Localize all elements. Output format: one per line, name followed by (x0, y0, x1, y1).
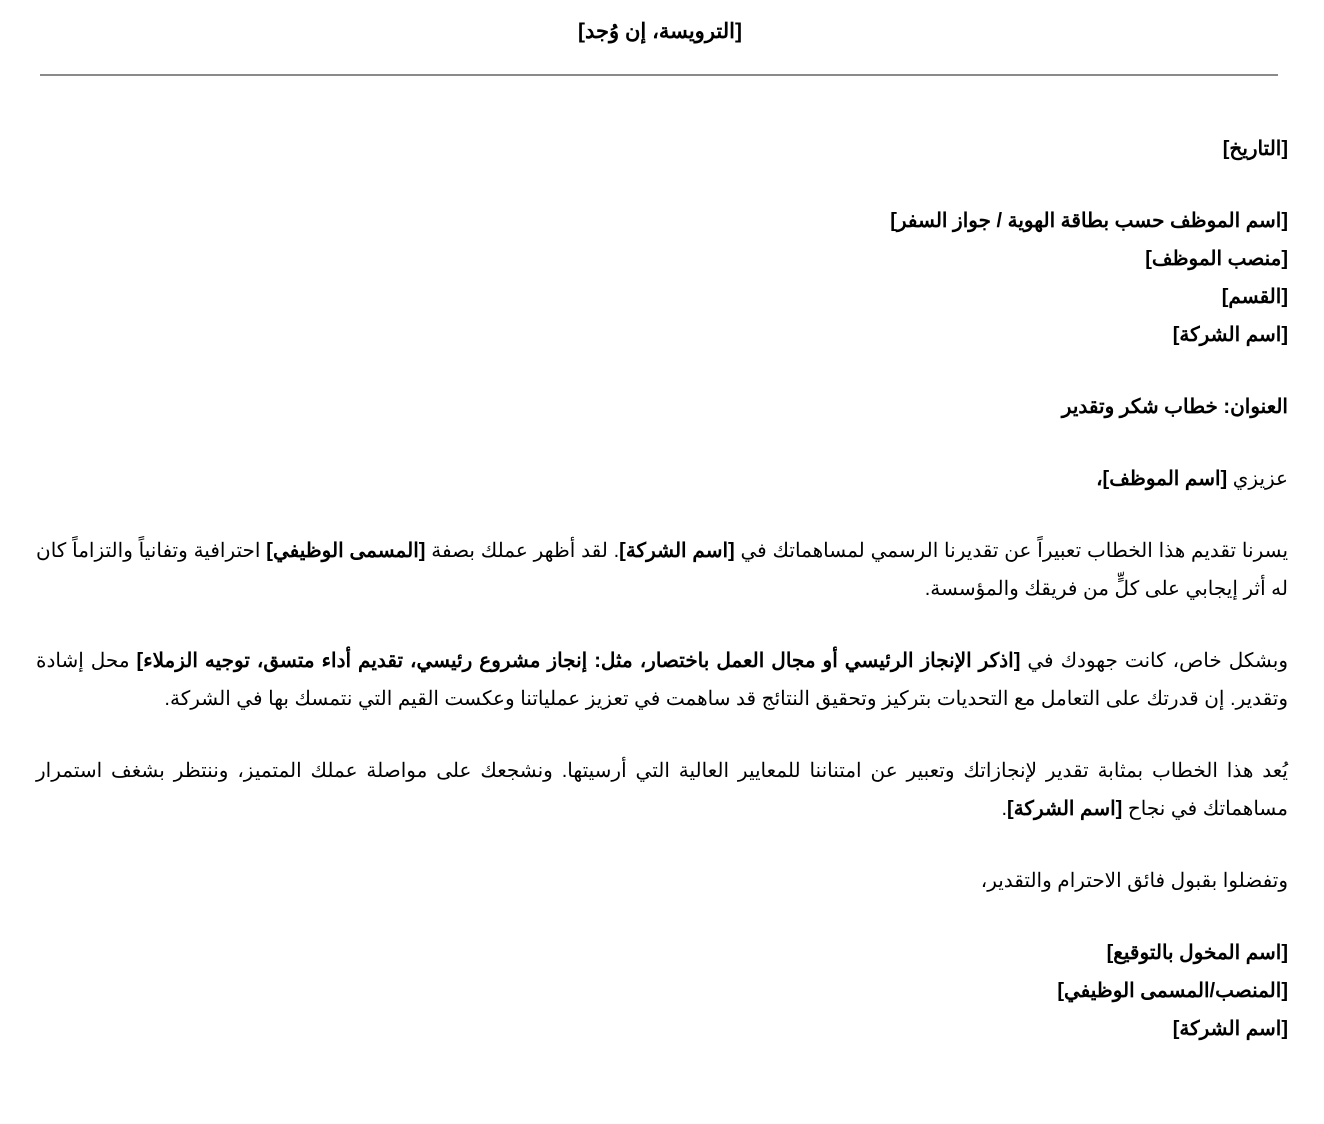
signatory-company: [اسم الشركة] (1172, 1018, 1288, 1040)
paragraph-appreciation (36, 532, 1288, 608)
p2-text-1: وبشكل خاص، كانت جهودك في (1027, 650, 1288, 672)
p1-text-2: . لقد أظهر عملك بصفة (431, 540, 620, 562)
p2-text-2: محل إشادة وتقدير. إن قدرتك على التعامل مع التحديات بتركيز وتحقيق النتائج قد ساهمت في تعزيز عملياتنا وعكست القيم التي نتمسك بها في الشركة. (36, 650, 1288, 710)
p3-company-placeholder: [اسم الشركة] (1007, 798, 1123, 820)
letterhead: [الترويسة، إن وُجد] (578, 20, 742, 43)
signatory-name: [اسم المخول بالتوقيع] (1106, 942, 1288, 964)
signatory-title: [المنصب/المسمى الوظيفي] (1057, 980, 1288, 1002)
p1-company-placeholder: [اسم الشركة] (619, 540, 735, 562)
recipient-block (36, 202, 1288, 354)
recipient-department: [القسم] (1221, 286, 1288, 308)
p2-achievement-placeholder: [اذكر الإنجاز الرئيسي أو مجال العمل باختصار، مثل: إنجاز مشروع رئيسي، تقديم أداء متسق، توجيه الزملاء] (136, 650, 1021, 672)
letter-body (36, 130, 1288, 1048)
salutation (36, 460, 1288, 498)
recipient-position: [منصب الموظف] (1145, 248, 1288, 270)
paragraph-encouragement (36, 752, 1288, 828)
salutation-prefix: عزيزي (1232, 468, 1288, 490)
p3-text-2: . (1001, 798, 1008, 820)
recipient-name: [اسم الموظف حسب بطاقة الهوية / جواز السفر] (890, 210, 1288, 232)
recipient-company: [اسم الشركة] (1172, 324, 1288, 346)
salutation-name: [اسم الموظف]، (1096, 468, 1228, 490)
letter-subject: العنوان: خطاب شكر وتقدير (1061, 396, 1288, 418)
p1-text-3: احترافية وتفانياً والتزاماً كان له أثر إيجابي على كلٍّ من فريقك والمؤسسة. (36, 540, 1288, 600)
signature-block (36, 934, 1288, 1048)
closing-line: وتفضلوا بقبول فائق الاحترام والتقدير، (980, 870, 1288, 892)
p1-text-1: يسرنا تقديم هذا الخطاب تعبيراً عن تقديرنا الرسمي لمساهماتك في (740, 540, 1289, 562)
p3-text-1: يُعد هذا الخطاب بمثابة تقدير لإنجازاتك وتعبير عن امتناننا للمعايير العالية التي أرسيتها. ونشجعك على مواصلة عملك المتميز، وننتظر بشغف استمرار مساهماتك في نجاح (36, 760, 1288, 820)
header-divider (40, 74, 1278, 76)
p1-title-placeholder: [المسمى الوظيفي] (266, 540, 426, 562)
date-field: [التاريخ] (1222, 138, 1288, 160)
paragraph-achievement (36, 642, 1288, 718)
